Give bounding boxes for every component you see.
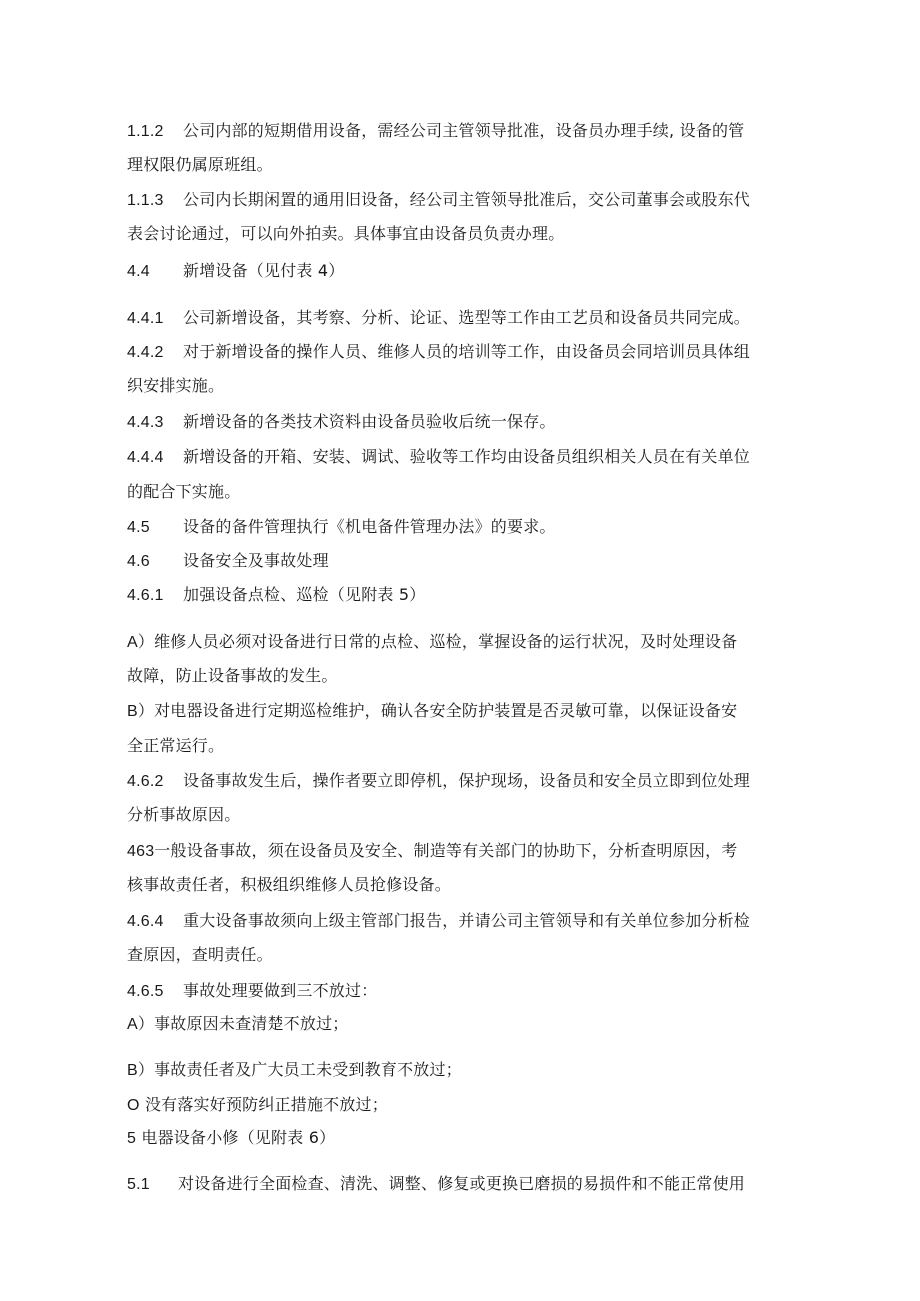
list-item-a-line-2 <box>127 666 807 686</box>
paragraph-text: 公司新增设备，其考察、分析、论证、选型等工作由工艺员和设备员共同完成。 <box>183 308 751 327</box>
section-number: 4.6.4 <box>127 913 164 930</box>
paragraph-text: 设备事故发生后，操作者要立即停机，保护现场，设备员和安全员立即到位处理 <box>183 771 751 790</box>
section-number: 4.4.4 <box>127 449 164 466</box>
list-item-text: 没有落实好预防纠正措施不放过； <box>144 1095 388 1114</box>
paragraph-text: 表会讨论通过，可以向外拍卖。具体事宜由设备员负责办理。 <box>127 224 565 243</box>
list-item-c <box>127 1095 807 1116</box>
list-item-text: 对电器设备进行定期巡检维护，确认各安全防护装置是否灵敏可靠，以保证设备安 <box>154 701 738 720</box>
paragraph-4-4-4-line-2 <box>127 482 807 502</box>
paragraph-text: 新增设备的各类技术资料由设备员验收后统一保存。 <box>183 412 556 431</box>
section-number: 4.6.2 <box>127 773 164 790</box>
paragraph-1-1-3-line-2 <box>127 224 807 244</box>
section-number: 5.1 <box>127 1176 150 1193</box>
paragraph-4-5 <box>127 517 807 538</box>
section-number: 4.6 <box>127 553 150 570</box>
paragraph-4-4-3 <box>127 412 807 433</box>
list-item-text: 事故原因未查清楚不放过； <box>154 1014 349 1033</box>
heading-4-4 <box>127 261 807 282</box>
heading-text: 电器设备小修（见附表 6） <box>141 1128 336 1147</box>
list-item-text: 全正常运行。 <box>127 736 225 755</box>
list-item-a <box>127 1014 807 1035</box>
paragraph-text: 事故处理要做到三不放过： <box>183 981 378 1000</box>
list-marker: A） <box>127 1016 155 1033</box>
section-number: 463 <box>127 843 155 860</box>
paragraph-text: 公司内部的短期借用设备，需经公司主管领导批准，设备员办理手续, 设备的管 <box>183 121 745 140</box>
paragraph-text: 对设备进行全面检查、清洗、调整、修复或更换已磨损的易损件和不能正常使用 <box>178 1174 746 1193</box>
paragraph-4-6-4-line-1 <box>127 911 807 932</box>
paragraph-text: 理权限仍属原班组。 <box>127 155 273 174</box>
paragraph-1-1-2-line-2 <box>127 155 807 175</box>
list-item-a-line-1 <box>127 632 807 653</box>
section-number: 4.4 <box>127 263 150 280</box>
paragraph-4-4-2-line-1 <box>127 342 807 363</box>
list-item-b-line-1 <box>127 701 807 722</box>
paragraph-text: 重大设备事故须向上级主管部门报告，并请公司主管领导和有关单位参加分析检 <box>183 911 751 930</box>
section-number: 1.1.2 <box>127 123 164 140</box>
paragraph-4-6-4-line-2 <box>127 945 807 965</box>
paragraph-text: 公司内长期闲置的通用旧设备，经公司主管领导批准后，交公司董事会或股东代 <box>183 190 751 209</box>
paragraph-4-6-2-line-1 <box>127 771 807 792</box>
section-number: 5 <box>127 1130 137 1147</box>
section-number: 4.4.2 <box>127 344 164 361</box>
paragraph-4-6-3-line-2 <box>127 875 807 895</box>
list-marker: B） <box>127 703 155 720</box>
paragraph-text: 分析事故原因。 <box>127 805 241 824</box>
paragraph-4-6-2-line-2 <box>127 805 807 825</box>
heading-5 <box>127 1128 807 1149</box>
paragraph-text: 新增设备的开箱、安装、调试、验收等工作均由设备员组织相关人员在有关单位 <box>183 447 751 466</box>
paragraph-4-6-3-line-1 <box>127 841 807 862</box>
paragraph-1-1-3-line-1 <box>127 190 807 211</box>
paragraph-text: 设备的备件管理执行《机电备件管理办法》的要求。 <box>183 517 556 536</box>
paragraph-text: 核事故责任者，积极组织维修人员抢修设备。 <box>127 875 452 894</box>
section-number: 4.4.1 <box>127 310 164 327</box>
list-item-b-line-2 <box>127 736 807 756</box>
section-number: 4.4.3 <box>127 414 164 431</box>
heading-text: 新增设备（见付表 4） <box>183 261 345 280</box>
paragraph-4-4-2-line-2 <box>127 376 807 396</box>
paragraph-1-1-2-line-1 <box>127 121 807 142</box>
list-marker: A） <box>127 634 155 651</box>
section-number: 4.6.5 <box>127 983 164 1000</box>
section-number: 4.5 <box>127 519 150 536</box>
list-item-b <box>127 1060 807 1081</box>
list-marker: B） <box>127 1062 155 1079</box>
paragraph-text: 织安排实施。 <box>127 376 225 395</box>
paragraph-text: 一般设备事故，须在设备员及安全、制造等有关部门的协助下，分析查明原因，考 <box>154 841 738 860</box>
paragraph-5-1 <box>127 1174 807 1195</box>
paragraph-text: 查原因，查明责任。 <box>127 945 273 964</box>
paragraph-4-4-1 <box>127 308 807 329</box>
heading-4-6 <box>127 551 807 572</box>
list-item-text: 维修人员必须对设备进行日常的点检、巡检，掌握设备的运行状况，及时处理设备 <box>154 632 738 651</box>
heading-text: 加强设备点检、巡检（见附表 5） <box>183 585 426 604</box>
paragraph-text: 的配合下实施。 <box>127 482 241 501</box>
list-item-text: 事故责任者及广大员工未受到教育不放过； <box>154 1060 462 1079</box>
list-item-text: 故障，防止设备事故的发生。 <box>127 666 338 685</box>
section-number: 1.1.3 <box>127 192 164 209</box>
paragraph-text: 对于新增设备的操作人员、维修人员的培训等工作，由设备员会同培训员具体组 <box>183 342 751 361</box>
paragraph-4-6-5 <box>127 981 807 1002</box>
section-number: 4.6.1 <box>127 587 164 604</box>
heading-text: 设备安全及事故处理 <box>183 551 329 570</box>
heading-4-6-1 <box>127 585 807 606</box>
paragraph-4-4-4-line-1 <box>127 447 807 468</box>
list-marker: O <box>127 1097 140 1114</box>
